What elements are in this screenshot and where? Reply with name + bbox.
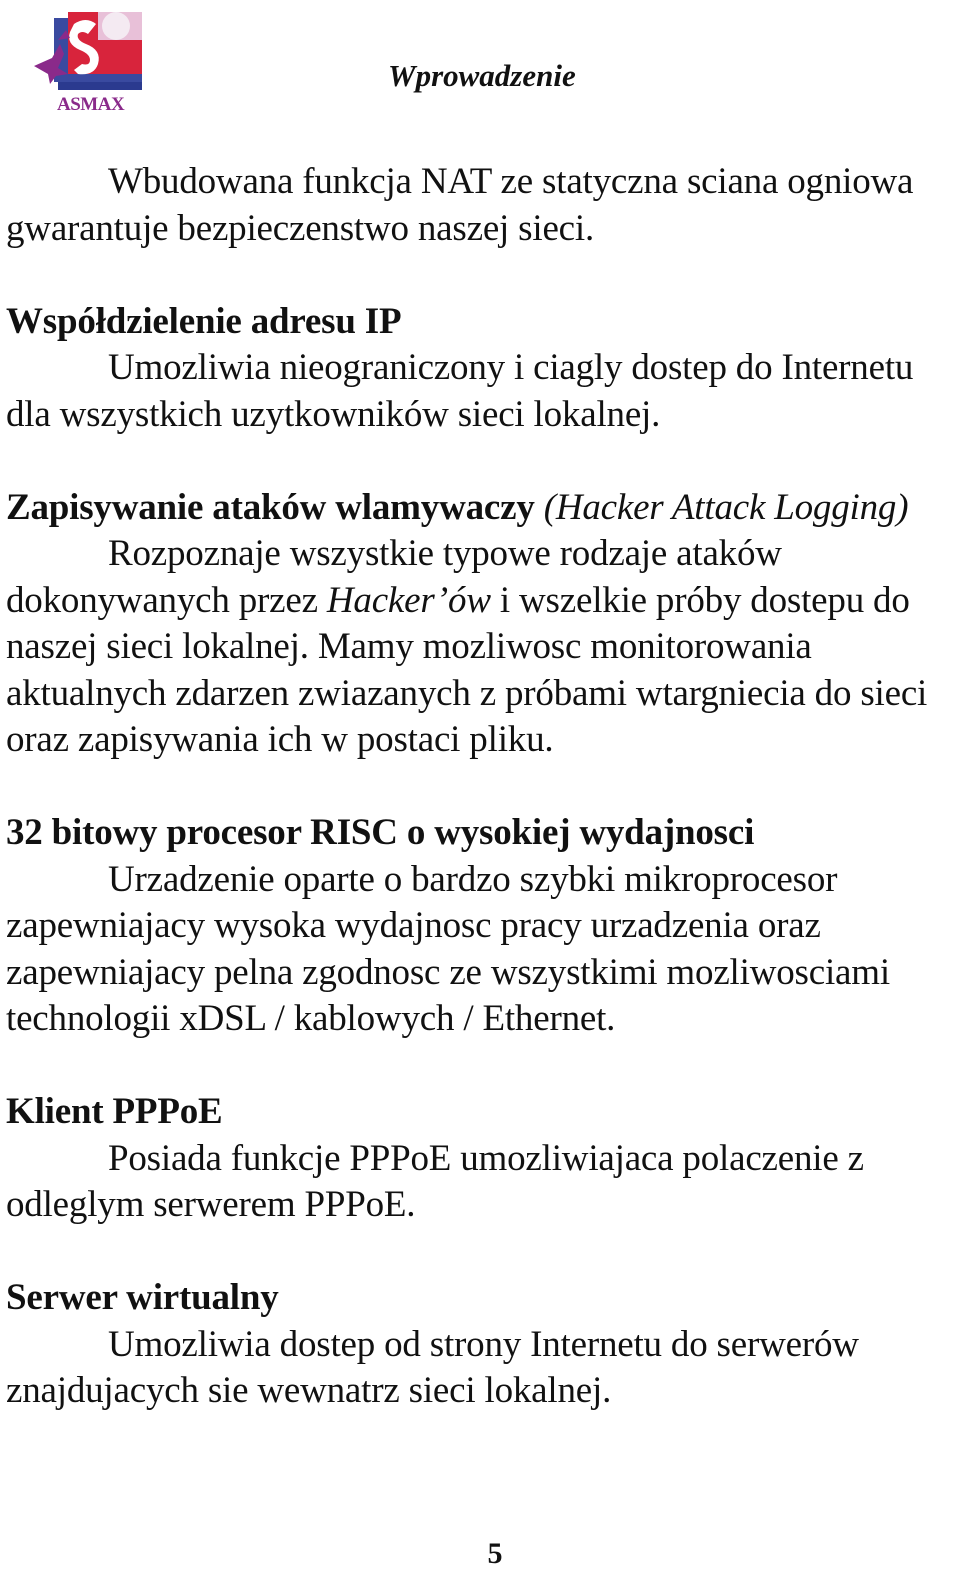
section-body xyxy=(6,531,960,764)
section-heading xyxy=(6,485,960,532)
section-body: Wbudowana funkcja NAT ze statyczna sciana ogniowa gwarantuje bezpieczenstwo naszej sieci. xyxy=(6,161,914,249)
section-heading: Klient PPPoE xyxy=(6,1091,223,1132)
section-nat-firewall xyxy=(6,159,960,252)
section-heading: Współdzielenie adresu IP xyxy=(6,300,402,342)
page-number: 5 xyxy=(487,1537,503,1570)
section-body: Posiada funkcje PPPoE umozliwiajaca polaczenie z odleglym serwerem PPPoE. xyxy=(6,1137,864,1225)
section-heading: Serwer wirtualny xyxy=(6,1277,279,1318)
section-pppoe-client xyxy=(6,1089,960,1229)
section-virtual-server xyxy=(6,1275,960,1415)
section-heading-bold: Zapisywanie ataków wlamywaczy xyxy=(6,486,535,528)
section-body-part2: i wszelkie próby dostepu do naszej sieci lokalnej. Mamy mozliwosc monitorowania aktualnych zdarzen zwiazanych z próbami wtargniecia do sieci oraz zapisywania ich w postaci pliku. xyxy=(6,579,928,760)
section-heading-italic: (Hacker Attack Logging) xyxy=(543,486,909,528)
document-body xyxy=(6,159,960,1461)
section-risc-processor xyxy=(6,810,960,1043)
asmax-logo xyxy=(28,4,146,116)
section-ip-sharing xyxy=(6,299,960,439)
section-body-part1: Rozpoznaje wszystkie typowe rodzaje ataków dokonywanych przez xyxy=(6,533,782,621)
section-body-italic: Hacker’ów xyxy=(326,579,491,621)
section-body: Urzadzenie oparte o bardzo szybki mikroprocesor zapewniajacy wysoka wydajnosc pracy urzadzenia oraz zapewniajacy pelna zgodnosc ze wszystkimi mozliwosciami technologii xDSL / kablowych / Ethernet. xyxy=(6,858,890,1039)
svg-text:ASMAX: ASMAX xyxy=(57,94,125,115)
section-hacker-logging xyxy=(6,485,960,764)
page-header-title: Wprowadzenie xyxy=(388,58,576,93)
section-body: Umozliwia nieograniczony i ciagly dostep do Internetu dla wszystkich uzytkowników sieci lokalnej. xyxy=(6,347,914,435)
section-heading: 32 bitowy procesor RISC o wysokiej wydajnosci xyxy=(6,812,755,853)
section-body: Umozliwia dostep od strony Internetu do serwerów znajdujacych sie wewnatrz sieci lokalnej. xyxy=(6,1323,859,1411)
